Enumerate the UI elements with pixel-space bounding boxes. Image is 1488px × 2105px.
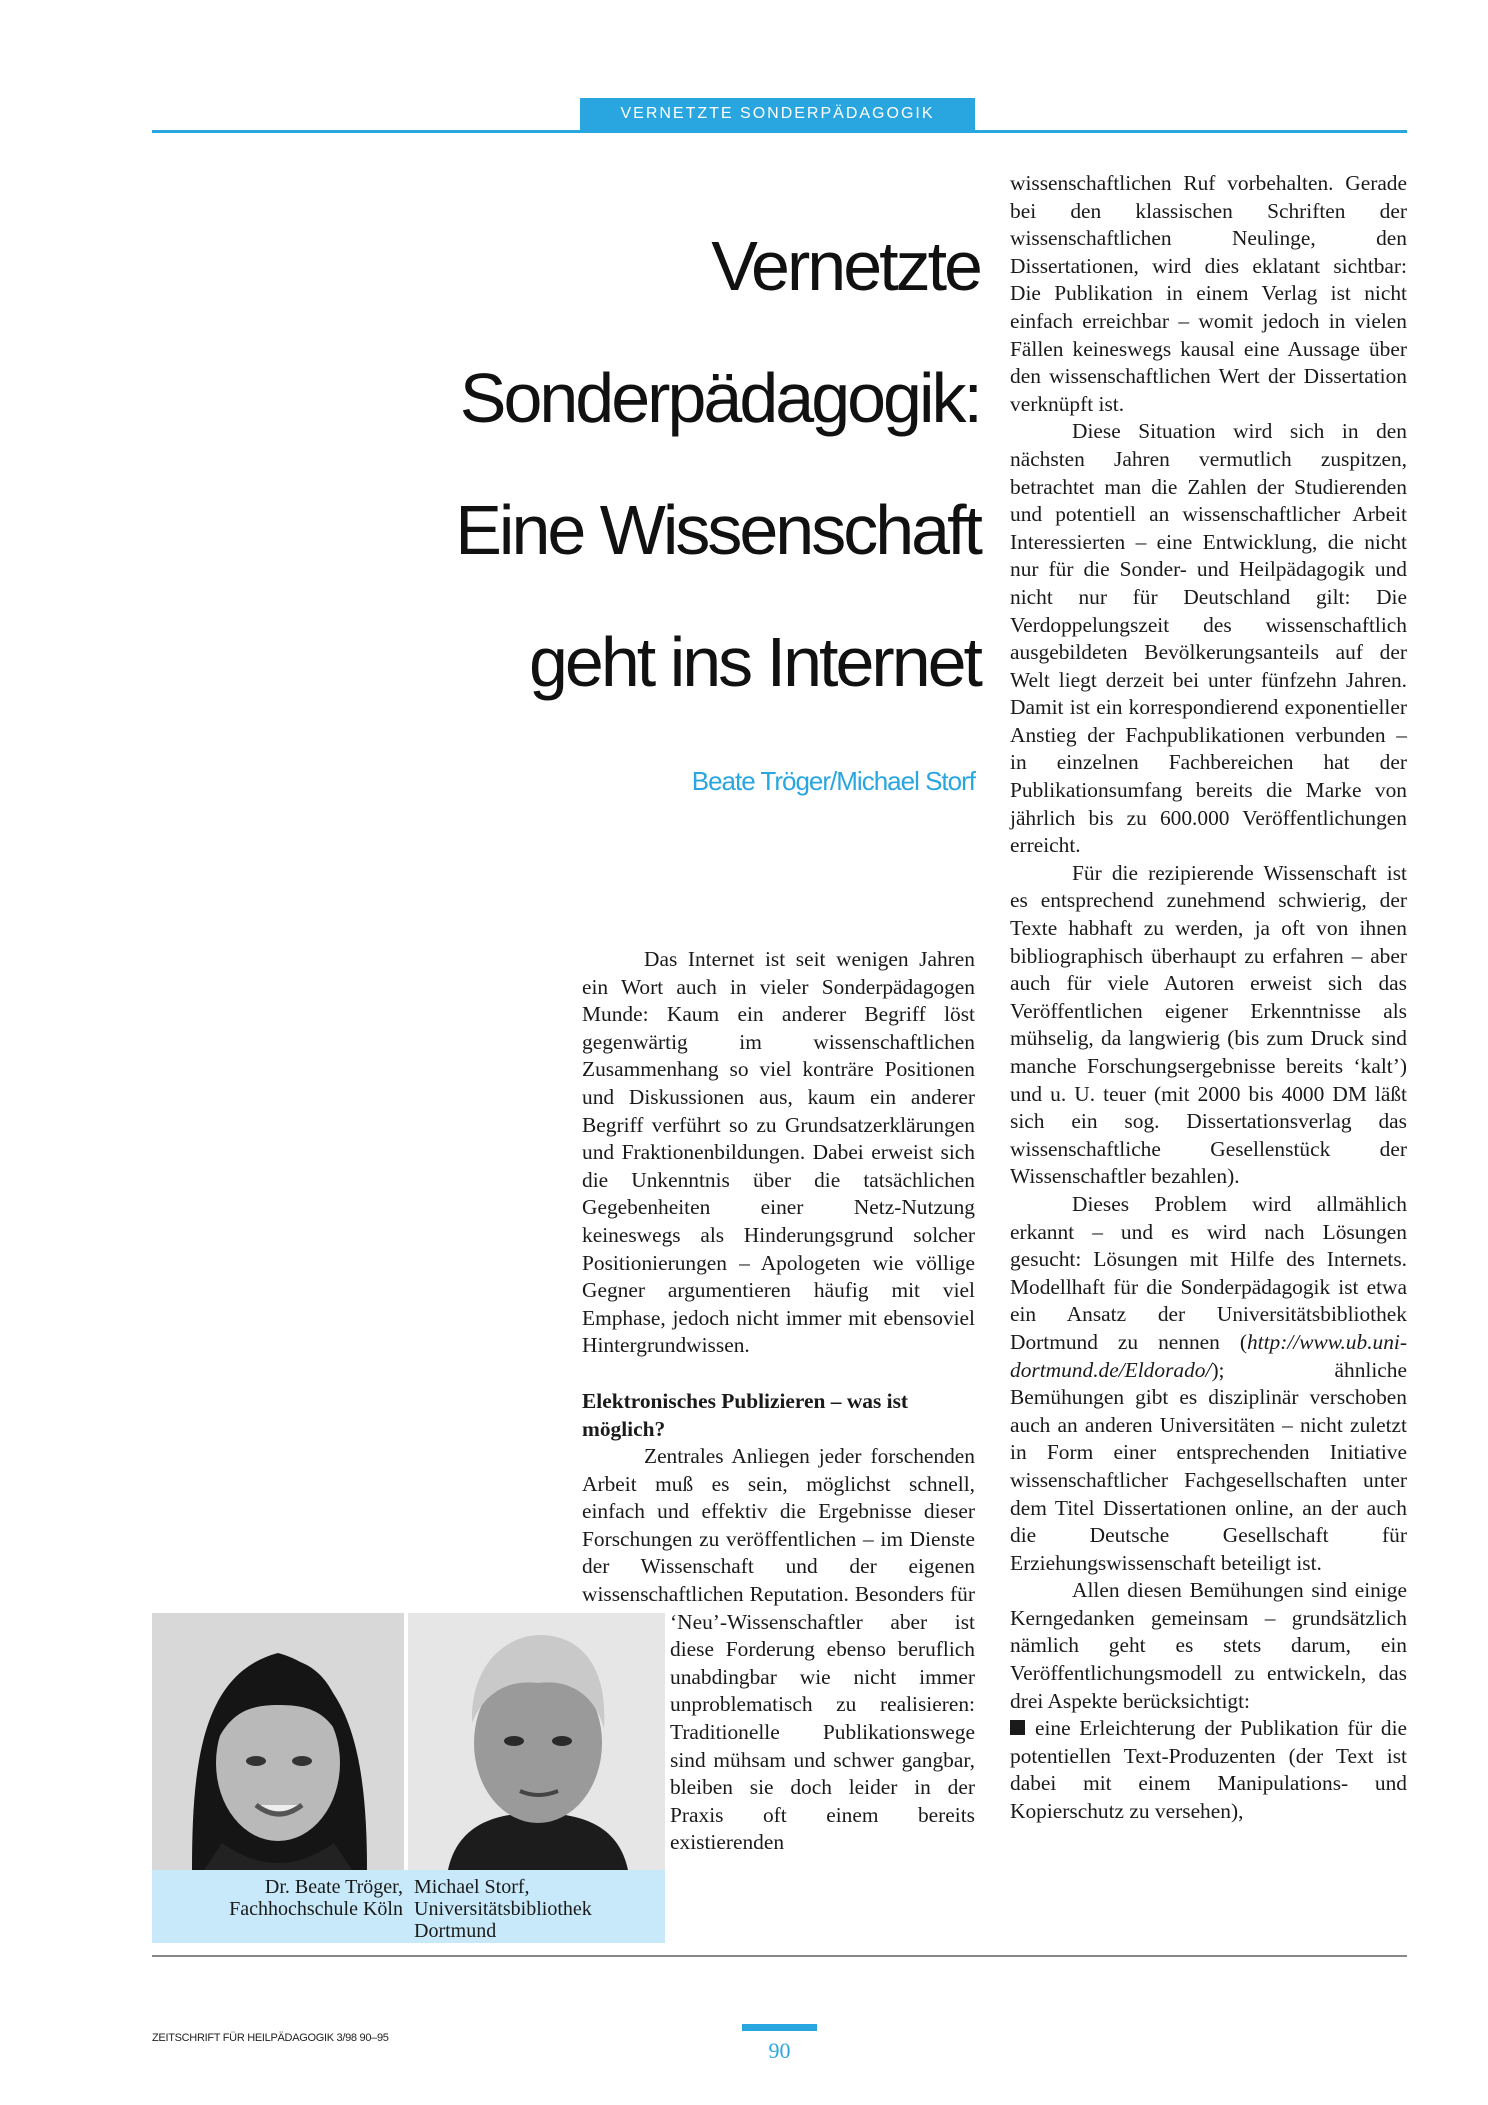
intro-paragraph: Das Internet ist seit wenigen Jahren ein Wort auch in vieler Sonderpädagogen Munde: Kaum ein anderer Begriff löst gegenwärtig im wissenschaftlichen Zusammenhang so viel konträre Positionen und Diskussionen aus, kaum ein anderer Begriff verführt so zu Grundsatzerklärungen und Fraktionenbildungen. Dabei erweist sich die Unkenntnis über die tatsächlichen Gegebenheiten einer Netz-Nutzung keineswegs als Hinderungsgrund solcher Positionierungen – Apologeten wie völlige Gegner argumentieren häufig mit viel Emphase, jedoch nicht immer mit ebensoviel Hintergrundwissen. [582,947,975,1358]
solutions-text-a: Dieses Problem wird allmählich erkannt – und es wird nach Lösungen gesucht: Lösungen mit Hilfe des Internets. Modellhaft für die Sonderpädagogik ist etwa ein Ansatz der Universitätsbibliothek Dortmund zu nennen ( [1010,1191,1407,1354]
paragraph-continued: wissenschaftlichen Ruf vorbehalten. Gerade bei den klassischen Schriften der wissenschaftlichen Neulinge, den Dissertationen, wird dies eklatant sichtbar: Die Publikation in einem Verlag ist nicht einfach erreichbar – womit jedoch in vielen Fällen keineswegs kausal eine Aussage über den wissenschaftlichen Wert der Dissertation verknüpft ist. [1010,171,1407,416]
footer-rule [152,1955,1407,1957]
solutions-text-b: ); ähnliche Bemühungen gibt es disziplinär verschoben auch an anderen Universitäten – nicht zuletzt in Form einer entsprechenden Initiative wissenschaftlicher Fachgesellschaften unter dem Titel Dissertationen online, an der auch die Deutsche Gesellschaft für Erziehungswissenschaft beteiligt ist. [1010,1357,1407,1575]
portrait-man-image [408,1613,665,1870]
caption-troeger [229,1876,403,1920]
journal-citation: ZEITSCHRIFT FÜR HEILPÄDAGOGIK 3/98 90–95 [152,2032,389,2044]
square-bullet-icon [1010,1720,1025,1735]
article-title [300,200,980,728]
title-line-3: Eine Wissenschaft [455,491,980,569]
paragraph-situation: Diese Situation wird sich in den nächsten Jahren vermutlich zuspitzen, betrachtet man die Zahlen der Studierenden und potentiell an wissenschaftlicher Arbeit Interessierten – eine Entwicklung, die nicht nur für die Sonder- und Heilpädagogik und nicht nur für Deutschland gilt: Die Verdoppelungszeit des wissenschaftlich ausgebildeten Bevölkerungsanteils auf der Welt liegt derzeit bei unter fünfzehn Jahren. Damit ist ein korrespondierend exponentieller Anstieg der Fachpublikationen verbunden – in einzelnen Fachbereichen hat der Publikationsumfang bereits die Marke von jährlich bis zu 600.000 Veröffentlichungen erreicht. [1010,419,1407,858]
eldorado-link[interactable]: http://www.ub.uni-dortmund.de/Eldorado/ [1010,1329,1407,1382]
page-number-bar [742,2024,817,2031]
caption-troeger-name: Dr. Beate Tröger, [264,1876,403,1898]
title-line-1: Vernetzte [711,227,980,305]
paragraph-publishing-text: Zentrales Anliegen jeder forschenden Arbeit muß es sein, möglichst schnell, einfach und effektiv die Ergebnisse dieser Forschungen zu veröffentlichen – im Dienste der Wissenschaft und der eigenen wissenschaftlichen Reputation. Besonders für ‘Neu’-Wissenschaftler aber ist diese Forderung ebenso beruflich unabdingbar wie nicht immer unproblematisch zu realisieren: Traditionelle Publikationswege sind mühsam und schwer gangbar, bleiben sie doch leider in der Praxis oft einem bereits existierenden [582,1444,975,1855]
paragraph-reception: Für die rezipierende Wissenschaft ist es entsprechend zunehmend schwierig, der Texte habhaft zu werden, ja oft von ihnen bibliographisch überhaupt zu erfahren – aber auch für viele Autoren erweist sich das Veröffentlichen eigener Erkenntnisse als mühselig, da langwierig (bis zum Druck sind manche Forschungsergebnisse bereits ‘kalt’) und u. U. teuer (mit 2000 bis 4000 DM läßt sich ein sog. Dissertationsverlag das wissenschaftliche Gesellenstück der Wissenschaftler bezahlen). [1010,860,1407,1189]
caption-storf-name: Michael Storf, [414,1876,530,1898]
photo-michael-storf [408,1613,665,1870]
title-line-4: geht ins Internet [529,623,980,701]
photo-beate-troeger [152,1613,404,1870]
section-label: VERNETZTE SONDERPÄDAGOGIK [620,105,935,122]
author-photos [152,1613,665,1943]
text-column-right [1010,170,1407,1826]
caption-troeger-affiliation: Fachhochschule Köln [229,1898,403,1920]
article-authors: Beate Tröger/Michael Storf [691,766,975,796]
caption-storf-affiliation-2: Dortmund [414,1920,497,1942]
caption-storf-affiliation-1: Universitätsbibliothek [414,1898,592,1920]
header-rule [152,130,1407,133]
caption-storf [414,1876,592,1942]
paragraph-core-ideas: Allen diesen Bemühungen sind einige Kerngedanken gemeinsam – grundsätzlich nämlich geht es stets darum, ein Veröffentlichungsmodell zu entwickeln, das drei Aspekte berücksichtigt: [1010,1578,1407,1713]
paragraph-solutions [1010,1191,1407,1577]
page-number: 90 [768,2038,791,2063]
bullet-item-1-text: eine Erleichterung der Publikation für die potentiellen Text-Produzenten (der Text ist dabei mit einem Manipulations- und Kopierschutz zu versehen), [1010,1716,1407,1824]
portrait-woman-image [152,1613,404,1870]
section-heading: Elektronisches Publizieren – was ist möglich? [582,1388,909,1441]
photo-caption-bar [152,1870,665,1943]
section-header [580,98,975,130]
bullet-item-1 [1010,1715,1407,1825]
title-line-2: Sonderpädagogik: [459,359,980,437]
